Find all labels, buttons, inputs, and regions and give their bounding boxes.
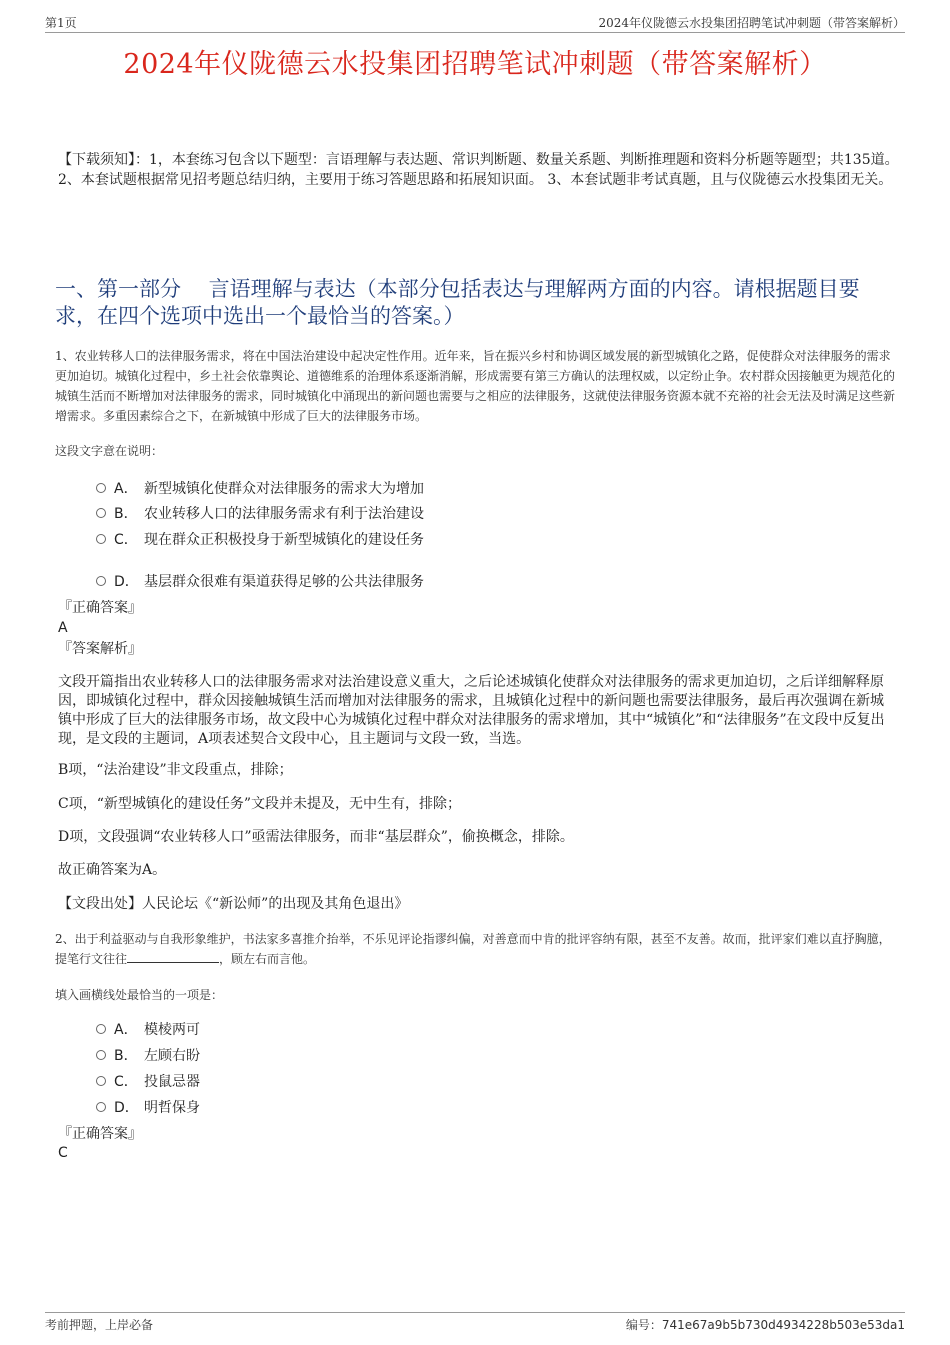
q1-analysis-label: 『答案解析』 xyxy=(58,641,142,657)
section-heading: 一、第一部分 言语理解与表达（本部分包括表达与理解两方面的内容。请根据题目要求，在四个选项中选出一个最恰当的答案。） xyxy=(55,277,860,328)
download-notice: 【下载须知】：1，本套练习包含以下题型：言语理解与表达题、常识判断题、数量关系题、判断推理题和资料分析题等题型；共135道。 2、本套试题根据常见招考题总结归纳，主要用于练习答题思路和拓展知识面。 3、本套试题非考试真题，且与仪陇德云水投集团无关。 xyxy=(58,152,899,188)
q1-option-d[interactable]: D． 基层群众很难有渠道获得足够的公共法律服务 xyxy=(96,571,424,591)
q2-option-a[interactable]: A． 模棱两可 xyxy=(96,1019,200,1039)
radio-icon[interactable] xyxy=(96,1050,106,1060)
q1-answer-label: 『正确答案』 xyxy=(58,600,142,616)
q1-source: 【文段出处】人民论坛《“新讼师”的出现及其角色退出》 xyxy=(58,896,409,912)
page-number: 第1页 xyxy=(45,16,77,30)
radio-icon[interactable] xyxy=(96,1102,106,1112)
q2-ask: 填入画横线处最恰当的一项是： xyxy=(55,988,224,1002)
q1-option-b[interactable]: B． 农业转移人口的法律服务需求有利于法治建设 xyxy=(96,503,424,523)
footer-code: 编号：741e67a9b5b730d4934228b503e53da1 xyxy=(625,1318,905,1332)
q2-answer: C xyxy=(58,1145,68,1161)
radio-icon[interactable] xyxy=(96,1024,106,1034)
q2-option-d[interactable]: D． 明哲保身 xyxy=(96,1097,200,1117)
fill-blank xyxy=(127,950,219,963)
q1-conclusion: 故正确答案为A。 xyxy=(58,862,167,878)
radio-icon[interactable] xyxy=(96,483,106,493)
radio-icon[interactable] xyxy=(96,534,106,544)
q2-passage: 2、出于利益驱动与自我形象维护，书法家多喜推介抬举，不乐见评论指谬纠偏，对善意而中肯的批评容纳有限，甚至不友善。故而，批评家们难以直抒胸臆，提笔行文往往 ，顾左右而言他。 xyxy=(55,932,891,966)
q1-answer: A xyxy=(58,620,68,636)
header-doc-title: 2024年仪陇德云水投集团招聘笔试冲刺题（带答案解析） xyxy=(598,16,905,30)
q1-option-c[interactable]: C． 现在群众正积极投身于新型城镇化的建设任务 xyxy=(96,529,424,549)
q1-note-c: C项，“新型城镇化的建设任务”文段并未提及，无中生有，排除； xyxy=(58,796,462,812)
footer-slogan: 考前押题，上岸必备 xyxy=(45,1318,154,1332)
radio-icon[interactable] xyxy=(96,576,106,586)
q2-option-c[interactable]: C． 投鼠忌器 xyxy=(96,1071,200,1091)
document-title: 2024年仪陇德云水投集团招聘笔试冲刺题（带答案解析） xyxy=(123,49,827,80)
q1-ask: 这段文字意在说明： xyxy=(55,444,164,458)
radio-icon[interactable] xyxy=(96,508,106,518)
q1-analysis: 文段开篇指出农业转移人口的法律服务需求对法治建设意义重大，之后论述城镇化使群众对法律服务的需求更加迫切，之后详细解释原因，即城镇化过程中，群众因接触城镇生活而增加对法律服务的需求，且城镇化过程中的新问题也需要法律服务，最后再次强调在新城镇中形成了巨大的法律服务市场，故文段中心为城镇化过程中群众对法律服务的需求增加，其中“城镇化”和“法律服务”在文段中反复出现，是文段的主题词，A项表述契合文段中心，且主题词与文段一致，当选。 xyxy=(58,674,885,747)
radio-icon[interactable] xyxy=(96,1076,106,1086)
page-header xyxy=(45,14,905,33)
q2-option-b[interactable]: B． 左顾右盼 xyxy=(96,1045,200,1065)
q1-note-d: D项，文段强调“农业转移人口”亟需法律服务，而非“基层群众”，偷换概念，排除。 xyxy=(58,829,574,845)
q1-note-b: B项，“法治建设”非文段重点，排除； xyxy=(58,762,293,778)
q2-answer-label: 『正确答案』 xyxy=(58,1126,142,1142)
q1-passage: 1、农业转移人口的法律服务需求，将在中国法治建设中起决定性作用。近年来，旨在振兴乡村和协调区域发展的新型城镇化之路，促使群众对法律服务的需求更加迫切。城镇化过程中，乡土社会依靠舆论、道德维系的治理体系逐渐消解，形成需要有第三方确认的法理权威，以定纷止争。农村群众因接触更为规范化的城镇生活而不断增加对法律服务的需求，同时城镇化中涌现出的新问题也需要与之相应的法律服务，这就使法律服务资源本就不充裕的社会无法及时满足这些新增需求。多重因素综合之下，在新城镇中形成了巨大的法律服务市场。 xyxy=(55,349,896,423)
q1-option-a[interactable]: A． 新型城镇化使群众对法律服务的需求大为增加 xyxy=(96,478,424,498)
page-footer xyxy=(45,1312,905,1333)
